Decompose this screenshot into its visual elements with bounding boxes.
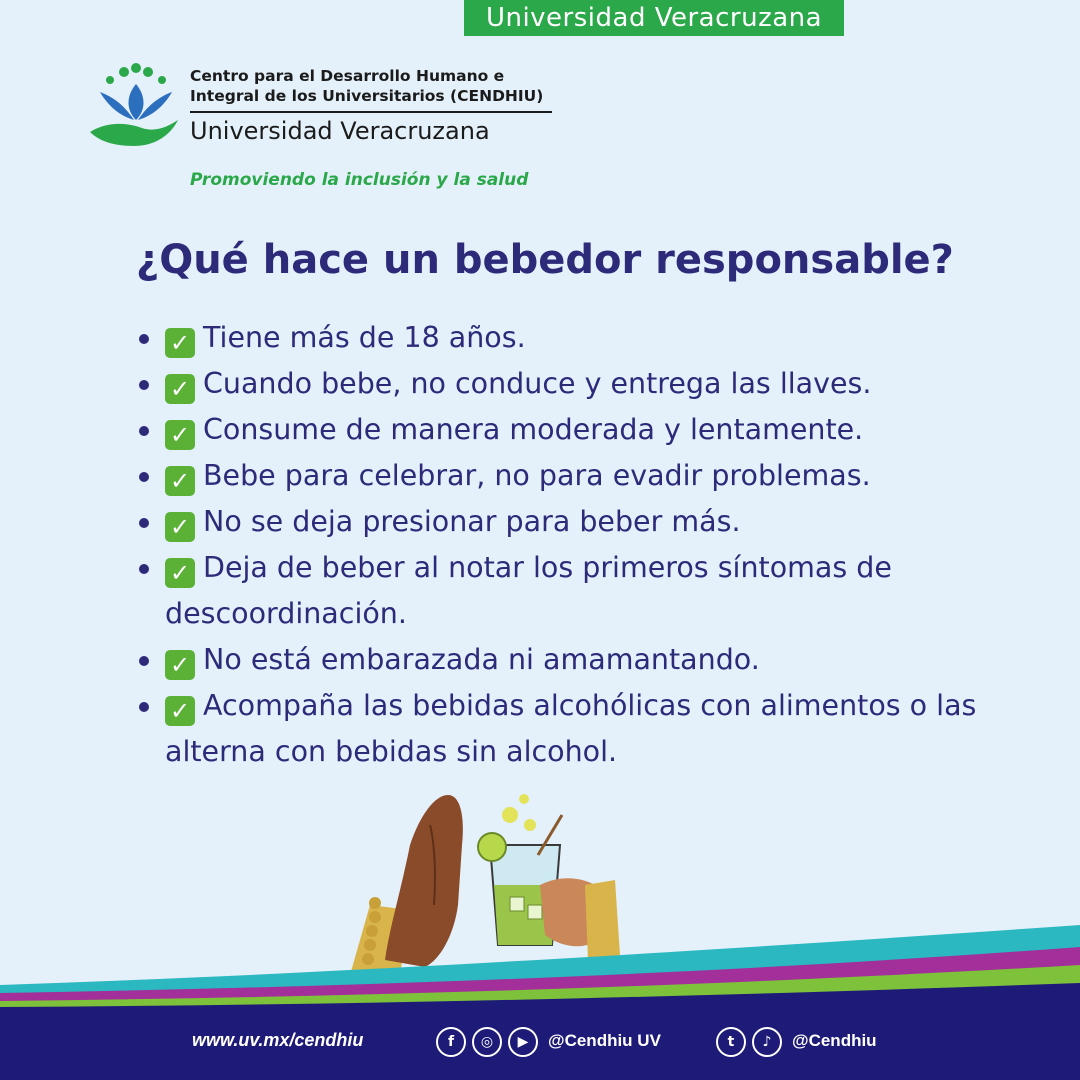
- tiktok-icon[interactable]: ♪: [752, 1027, 782, 1057]
- checklist: [135, 315, 1035, 775]
- list-item: [135, 545, 1035, 637]
- tagline: Promoviendo la inclusión y la salud: [190, 170, 529, 190]
- org-name-line1: Centro para el Desarrollo Humano e: [190, 67, 505, 85]
- check-mark-icon: ✓: [165, 558, 195, 588]
- list-item: [135, 637, 1035, 683]
- list-item-text: Deja de beber al notar los primeros síntomas de descoordinación.: [165, 551, 892, 630]
- list-item-text: No está embarazada ni amamantando.: [203, 643, 760, 676]
- cendhiu-logo: [86, 62, 566, 152]
- facebook-icon[interactable]: f: [436, 1027, 466, 1057]
- check-mark-icon: ✓: [165, 374, 195, 404]
- list-item: [135, 683, 1035, 775]
- list-item-text: Acompaña las bebidas alcohólicas con alimentos o las alterna con bebidas sin alcohol.: [165, 689, 977, 768]
- list-item: [135, 499, 1035, 545]
- check-mark-icon: ✓: [165, 512, 195, 542]
- check-mark-icon: ✓: [165, 420, 195, 450]
- twitter-icon[interactable]: t: [716, 1027, 746, 1057]
- check-mark-icon: ✓: [165, 466, 195, 496]
- check-mark-icon: ✓: [165, 650, 195, 680]
- list-item-text: Consume de manera moderada y lentamente.: [203, 413, 864, 446]
- youtube-icon[interactable]: ▶: [508, 1027, 538, 1057]
- instagram-icon[interactable]: ◎: [472, 1027, 502, 1057]
- list-item: [135, 453, 1035, 499]
- footer-waves: [0, 925, 1080, 1080]
- list-item: [135, 361, 1035, 407]
- page-title: ¿Qué hace un bebedor responsable?: [136, 237, 954, 283]
- org-name: [190, 66, 560, 106]
- list-item-text: No se deja presionar para beber más.: [203, 505, 741, 538]
- top-banner: Universidad Veracruzana: [464, 0, 844, 36]
- university-name: Universidad Veracruzana: [190, 117, 490, 145]
- twitter-handle[interactable]: @Cendhiu: [792, 1031, 877, 1050]
- check-mark-icon: ✓: [165, 328, 195, 358]
- list-item-text: Bebe para celebrar, no para evadir problemas.: [203, 459, 871, 492]
- list-item: [135, 407, 1035, 453]
- org-name-line2: Integral de los Universitarios (CENDHIU): [190, 87, 544, 105]
- lotus-hand-logo-icon: [86, 62, 186, 152]
- check-mark-icon: ✓: [165, 696, 195, 726]
- facebook-handle[interactable]: @Cendhiu UV: [548, 1031, 661, 1050]
- list-item: [135, 315, 1035, 361]
- divider: [190, 111, 552, 113]
- list-item-text: Cuando bebe, no conduce y entrega las llaves.: [203, 367, 872, 400]
- list-item-text: Tiene más de 18 años.: [203, 321, 526, 354]
- website-link[interactable]: www.uv.mx/cendhiu: [192, 1030, 364, 1050]
